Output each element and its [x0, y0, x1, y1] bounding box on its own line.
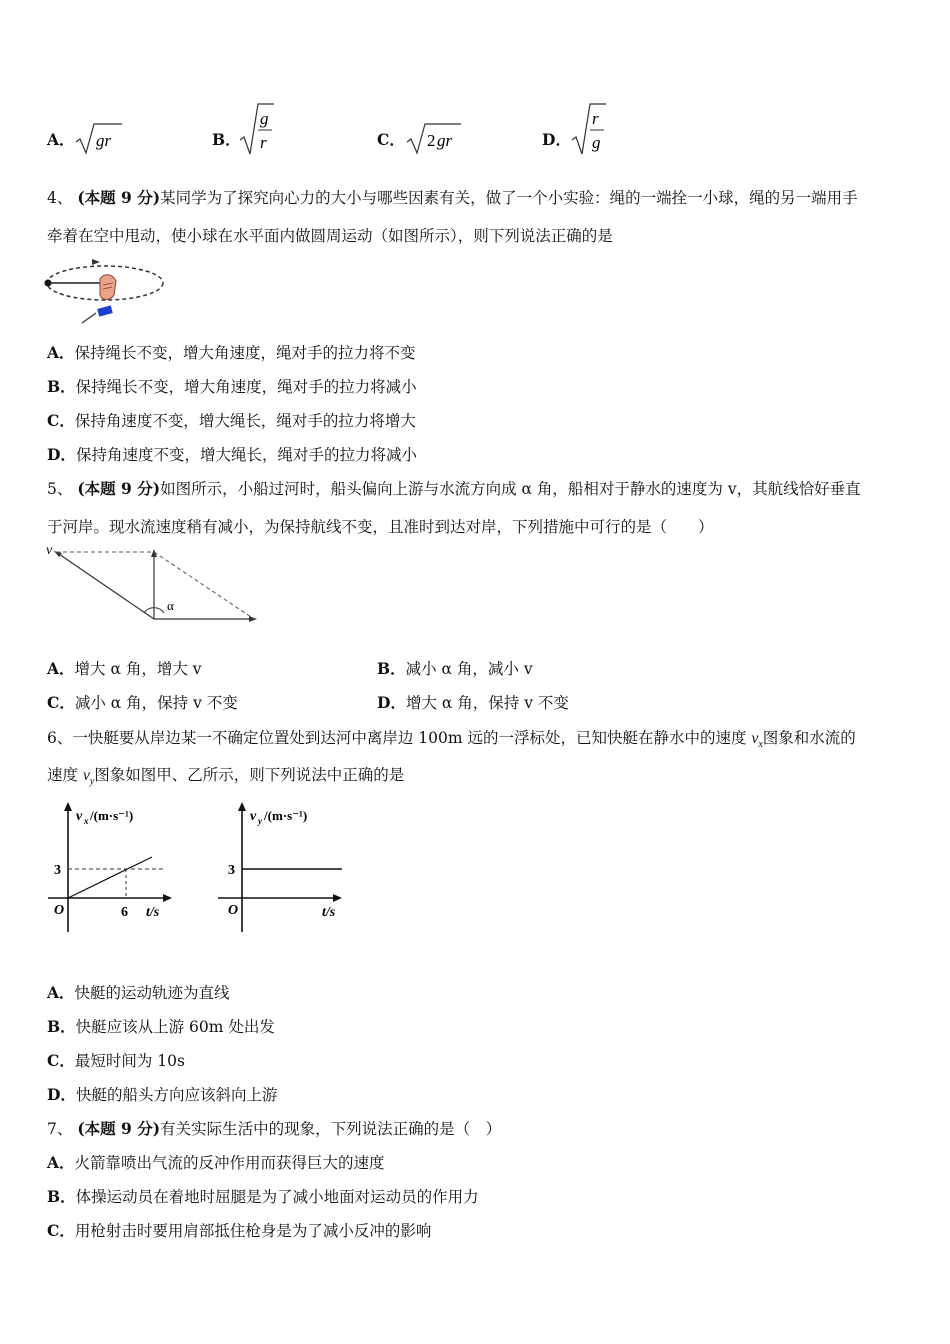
q4-number: 4、	[47, 189, 73, 207]
q6-graph1-xtick: 6	[121, 905, 128, 920]
q3-option-d-radical	[570, 100, 610, 158]
q4-option-d: D．保持角速度不变，增大绳长，绳对手的拉力将减小	[47, 445, 417, 464]
q5-option-a: A．增大 α 角，增大 v	[47, 659, 202, 678]
q4-option-a: A．保持绳长不变，增大角速度，绳对手的拉力将不变	[47, 343, 416, 362]
q3-option-d-numerator: r	[592, 109, 599, 128]
q3-option-c-coef: 2	[427, 131, 436, 150]
q6-graph2-ytick: 3	[228, 863, 235, 878]
q5-figure-velocity-diagram	[40, 540, 270, 628]
q3-option-c-radical	[405, 118, 465, 156]
q3-option-b-denominator: r	[260, 133, 267, 152]
q5-option-b: B．减小 α 角，减小 v	[377, 659, 533, 678]
q6-number: 6、	[47, 729, 73, 747]
q6-graph1-xlabel: t/s	[146, 905, 160, 920]
q6-option-c: C．最短时间为 10s	[47, 1051, 185, 1070]
q4-option-b: B．保持绳长不变，增大角速度，绳对手的拉力将减小	[47, 377, 417, 396]
q3-option-b-numerator: g	[260, 109, 269, 128]
q6-graph1-ylabel-unit: /(m·s⁻¹)	[90, 808, 134, 823]
q7-option-a: A．火箭靠喷出气流的反冲作用而获得巨大的速度	[47, 1153, 385, 1172]
q4-stem-text1: 某同学为了探究向心力的大小与哪些因素有关，做了一个小实验：绳的一端拴一小球，绳的另一端用手	[160, 189, 858, 207]
q3-option-c-label: C．	[377, 130, 405, 149]
q3-option-d-denominator: g	[592, 133, 601, 152]
q6-graph2-xlabel: t/s	[322, 905, 336, 920]
q6-stem-line1: 6、一快艇要从岸边某一不确定位置处到达河中离岸边 100m 远的一浮标处，已知快艇在静水中的速度 $v_x$图象和水流的	[47, 729, 856, 751]
q6-option-a: A．快艇的运动轨迹为直线	[47, 983, 230, 1002]
q6-graph1-ylabel-sub: x	[84, 816, 89, 826]
q6-graph2-ylabel-sub: y	[258, 816, 262, 826]
q3-option-a-radical	[74, 118, 124, 156]
q6-graph2-ylabel-unit: /(m·s⁻¹)	[264, 808, 308, 823]
q6-graph1-ytick: 3	[54, 863, 61, 878]
q3-option-b-label: B．	[212, 130, 241, 149]
q5-number: 5、	[47, 480, 73, 498]
q5-tag: (本题 9 分)	[77, 479, 161, 498]
q7-option-c: C．用枪射击时要用肩部抵住枪身是为了减小反冲的影响	[47, 1221, 432, 1240]
q4-stem-line1	[47, 186, 858, 208]
q4-figure-circular-motion	[40, 255, 170, 327]
q6-graph-vx	[40, 798, 180, 938]
q5-v-label: v	[46, 543, 53, 558]
q6-graph2-origin: O	[228, 903, 239, 918]
q5-stem-line1	[47, 477, 861, 499]
q4-tag: (本题 9 分)	[77, 188, 161, 207]
q3-option-c-expr: gr	[437, 131, 453, 150]
q7-number: 7、	[47, 1120, 73, 1138]
q6-graph2-ylabel-var: v	[250, 809, 257, 824]
q5-option-c: C．减小 α 角，保持 v 不变	[47, 693, 238, 712]
q7-stem: 7、 (本题 9 分)有关实际生活中的现象，下列说法正确的是（ ）	[47, 1119, 502, 1138]
q3-option-a-label: A．	[47, 130, 75, 149]
q7-option-b: B．体操运动员在着地时屈腿是为了减小地面对运动员的作用力	[47, 1187, 479, 1206]
q6-graph1-origin: O	[54, 903, 65, 918]
q4-stem-line2: 牵着在空中甩动，使小球在水平面内做圆周运动（如图所示），则下列说法正确的是	[47, 227, 613, 245]
q6-graph1-ylabel-var: v	[76, 809, 83, 824]
q3-option-d-label: D．	[542, 130, 571, 149]
q4-option-c: C．保持角速度不变，增大绳长，绳对手的拉力将增大	[47, 411, 416, 430]
q7-tag: (本题 9 分)	[77, 1119, 161, 1138]
q5-stem-text1: 如图所示，小船过河时，船头偏向上游与水流方向成 α 角，船相对于静水的速度为 v，其航线恰好垂直	[160, 480, 861, 498]
q5-angle-label: α	[167, 598, 174, 613]
q5-stem-line2: 于河岸。现水流速度稍有减小，为保持航线不变，且准时到达对岸，下列措施中可行的是（ ）	[47, 518, 714, 536]
q6-stem-line2: 速度 $v_y$图象如图甲、乙所示，则下列说法中正确的是	[47, 766, 405, 788]
q5-option-d: D．增大 α 角，保持 v 不变	[377, 693, 569, 712]
q6-option-b: B．快艇应该从上游 60m 处出发	[47, 1017, 275, 1036]
q6-graph-vy	[212, 798, 352, 938]
q6-option-d: D．快艇的船头方向应该斜向上游	[47, 1085, 278, 1104]
q3-option-a-expr: gr	[96, 131, 112, 150]
q3-option-b-radical	[238, 100, 278, 158]
